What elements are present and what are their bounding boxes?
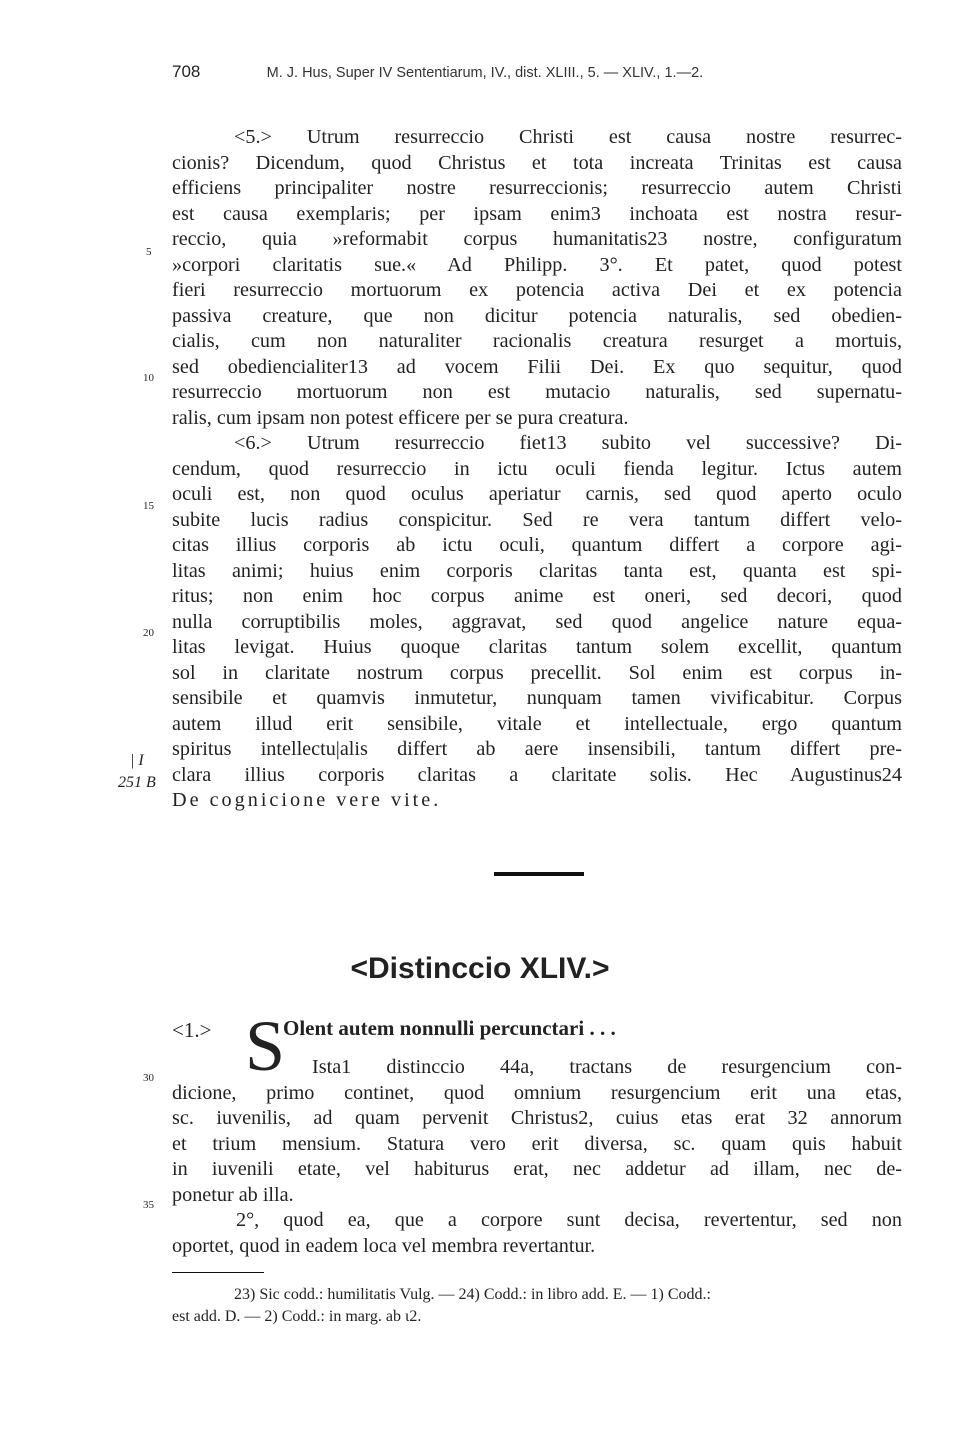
line-number: 15 — [143, 500, 154, 512]
text-line: ralis, cum ipsam non potest efficere per se pura creatura. — [172, 406, 629, 429]
text-line: sensibile et quamvis inmutetur, nunquam tamen vivificabitur. Corpus — [172, 687, 902, 709]
text-line: spiritus intellectu|alis differt ab aere insensibili, tantum differt pre- — [172, 738, 902, 760]
page-header — [172, 62, 703, 82]
text-line: et trium mensium. Statura vero erit diversa, sc. quam quis habuit — [172, 1132, 902, 1155]
page-number: 708 — [172, 62, 201, 81]
text-line: in iuvenili etate, vel habiturus erat, nec addetur ad illam, nec de- — [172, 1158, 902, 1180]
text-line: reccio, quia »reformabit corpus humanitatis23 nostre, configuratum — [172, 228, 902, 250]
footnotes — [172, 1284, 902, 1328]
line-number: 35 — [143, 1199, 154, 1211]
text-line: oculi est, non quod oculus aperiatur carnis, sed quod aperto oculo — [172, 483, 902, 505]
text-line: est causa exemplaris; per ipsam enim3 inchoata est nostra resur- — [172, 202, 902, 225]
text-line: cionis? Dicendum, quod Christus et tota increata Trinitas est causa — [172, 151, 902, 174]
text-line: resurreccio mortuorum non est mutacio naturalis, sed supernatu- — [172, 381, 902, 403]
text-line: cialis, cum non naturaliter racionalis creatura resurget a mortuis, — [172, 330, 902, 352]
text-line: sol in claritate nostrum corpus precellit. Sol enim est corpus in- — [172, 661, 902, 684]
text-line: ponetur ab illa. — [172, 1183, 294, 1206]
text-line: passiva creature, que non dicitur potencia naturalis, sed obedien- — [172, 304, 902, 327]
margin-note: | I — [130, 752, 144, 769]
text-line: cendum, quod resurreccio in ictu oculi fienda legitur. Ictus autem — [172, 457, 902, 480]
line-number: 10 — [143, 372, 154, 384]
section1-text-block — [172, 1055, 902, 1259]
text-line: dicione, primo continet, quod omnium resurgencium erit una etas, — [172, 1081, 902, 1104]
text-line: <5.> Utrum resurreccio Christi est causa nostre resurrec- — [234, 126, 902, 148]
main-text-block — [172, 125, 902, 814]
text-line: sed obediencialiter13 ad vocem Filii Dei. Ex quo sequitur, quod — [172, 355, 902, 378]
text-line: autem illud erit sensibile, vitale et intellectuale, ergo quantum — [172, 712, 902, 735]
drop-cap: S — [245, 1006, 286, 1086]
text-line: 2°, quod ea, que a corpore sunt decisa, revertentur, sed non — [236, 1209, 902, 1231]
text-line: <6.> Utrum resurreccio fiet13 subito vel successive? Di- — [234, 432, 902, 454]
text-line: fieri resurreccio mortuorum ex potencia activa Dei et ex potencia — [172, 279, 902, 301]
text-line: Ista1 distinccio 44a, tractans de resurgencium con- — [312, 1056, 902, 1078]
text-line: clara illius corporis claritas a claritate solis. Hec Augustinus24 — [172, 763, 902, 786]
section-label: <1.> — [172, 1018, 212, 1042]
running-head: M. J. Hus, Super IV Sententiarum, IV., dist. XLIII., 5. — XLIV., 1.—2. — [266, 65, 704, 81]
section-divider — [494, 872, 584, 876]
incipit: Olent autem nonnulli percunctari . . . — [283, 1016, 616, 1040]
text-line: ritus; non enim hoc corpus anime est oneri, sed decori, quod — [172, 585, 902, 607]
text-line: litas animi; huius enim corporis claritas tanta est, quanta est spi- — [172, 559, 902, 582]
text-line: litas levigat. Huius quoque claritas tantum solem excellit, quantum — [172, 636, 902, 658]
distinction-heading: <Distinccio XLIV.> — [350, 952, 610, 985]
margin-note: 251 B — [118, 774, 156, 791]
text-line: nulla corruptibilis moles, aggravat, sed quod angelice nature equa- — [172, 610, 902, 633]
text-line: sc. iuvenilis, ad quam pervenit Christus2, cuius etas erat 32 annorum — [172, 1107, 902, 1129]
text-line: citas illius corporis ab ictu oculi, quantum differt a corpore agi- — [172, 534, 902, 556]
line-number: 20 — [143, 627, 154, 639]
text-line: »corpori claritatis sue.« Ad Philipp. 3°. Et patet, quod potest — [172, 253, 902, 276]
line-number: 5 — [146, 246, 152, 258]
text-line: oportet, quod in eadem loca vel membra revertantur. — [172, 1234, 596, 1257]
text-line: De cognicione vere vite. — [172, 789, 442, 811]
line-number: 30 — [143, 1072, 154, 1084]
footnote-rule — [172, 1272, 264, 1273]
text-line: efficiens principaliter nostre resurreccionis; resurreccio autem Christi — [172, 177, 902, 199]
text-line: subite lucis radius conspicitur. Sed re vera tantum differt velo- — [172, 508, 902, 531]
footnote-line: est add. D. — 2) Codd.: in marg. ab ι2. — [172, 1308, 422, 1325]
footnote-line: 23) Sic codd.: humilitatis Vulg. — 24) Codd.: in libro add. E. — 1) Codd.: — [234, 1286, 711, 1303]
